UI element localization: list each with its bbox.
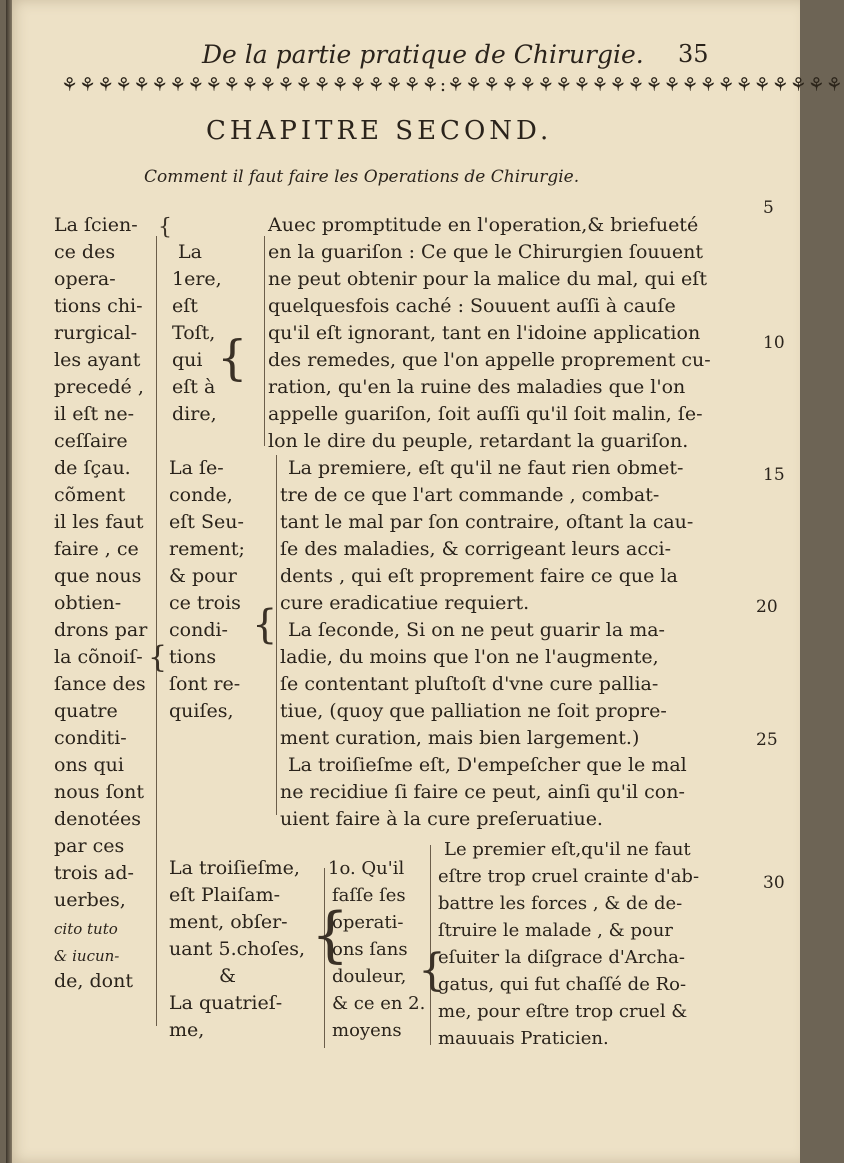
sub-a-line: & ce en 2. <box>332 993 426 1014</box>
col2-line: ſont re- <box>169 673 241 695</box>
margin-line: drons par <box>54 619 148 641</box>
brace: { <box>418 945 446 996</box>
col2-line: conde, <box>169 484 233 506</box>
margin-line: cõment <box>54 484 126 506</box>
line-number: 5 <box>763 198 774 218</box>
text-line: ne recidiue ſi faire ce peut, ainſi qu'il con- <box>280 781 685 803</box>
text-line: ment curation, mais bien largement.) <box>280 727 640 749</box>
col2-line: qui <box>172 349 203 371</box>
col2-line: tions <box>169 646 217 668</box>
text-line: ne peut obtenir pour la malice du mal, qui eſt <box>268 268 707 290</box>
margin-line: il les faut <box>54 511 144 533</box>
text-line: en la guariſon : Ce que le Chirurgien ſouuent <box>268 241 703 263</box>
margin-line: tions chi- <box>54 295 143 317</box>
ornamental-band: ⚘⚘⚘⚘⚘⚘⚘⚘⚘⚘⚘⚘⚘⚘⚘⚘⚘⚘⚘⚘⚘:⚘⚘⚘⚘⚘⚘⚘⚘⚘⚘⚘⚘⚘⚘⚘⚘⚘⚘⚘⚘⚘⚘ <box>61 74 844 96</box>
text-line: dents , qui eſt proprement faire ce que la <box>280 565 678 587</box>
text-line: appelle guariſon, ſoit auſſi qu'il ſoit malin, ſe- <box>268 403 703 425</box>
margin-line: de, dont <box>54 970 133 992</box>
sub-b-line: me, pour eſtre trop cruel & <box>438 1001 688 1022</box>
margin-line: La ſcien- <box>54 214 138 236</box>
column-rule <box>264 236 265 446</box>
col2-line: rement; <box>169 538 245 560</box>
col2-line: 1ere, <box>172 268 222 290</box>
sub-a-line: 1o. Qu'il <box>328 858 405 879</box>
margin-line: rurgical- <box>54 322 138 344</box>
sub-b-line: eſtre trop cruel crainte d'ab- <box>438 866 700 887</box>
margin-line: nous ſont <box>54 781 145 803</box>
margin-italic-line: cito tuto <box>54 920 118 938</box>
margin-line: ce des <box>54 241 116 263</box>
margin-line: il eſt ne- <box>54 403 135 425</box>
line-number: 30 <box>763 873 785 893</box>
margin-line: par ces <box>54 835 125 857</box>
running-head: De la partie pratique de Chirurgie. <box>202 40 644 69</box>
line-number: 20 <box>756 597 778 617</box>
margin-line: opera- <box>54 268 116 290</box>
sub-b-line: Le premier eſt,qu'il ne faut <box>444 839 691 860</box>
col2-line: ce trois <box>169 592 241 614</box>
text-line: La troiſieſme eſt, D'empeſcher que le mal <box>288 754 687 776</box>
margin-line: ons qui <box>54 754 124 776</box>
sub-a-line: douleur, <box>332 966 407 987</box>
sub-a-line: operati- <box>332 912 404 933</box>
margin-line: precedé , <box>54 376 144 398</box>
text-line: La ſeconde, Si on ne peut guarir la ma- <box>288 619 665 641</box>
margin-italic-line: & iucun- <box>54 947 120 965</box>
line-number: 10 <box>763 333 785 353</box>
col2-line: condi- <box>169 619 228 641</box>
col2-line: eſt Plaiſam- <box>169 884 281 906</box>
margin-line: trois ad- <box>54 862 134 884</box>
text-line: cure eradicatiue requiert. <box>280 592 530 614</box>
col2-line: & pour <box>169 565 237 587</box>
text-line: La premiere, eſt qu'il ne faut rien obmet- <box>288 457 684 479</box>
col2-line: La ſe- <box>169 457 224 479</box>
text-line: tiue, (quoy que palliation ne ſoit propre- <box>280 700 667 722</box>
text-line: ſe contentant pluſtoſt d'vne cure pallia- <box>280 673 659 695</box>
col2-line: La <box>178 241 202 263</box>
sub-a-line: moyens <box>332 1020 402 1041</box>
margin-line: que nous <box>54 565 142 587</box>
brace: { <box>217 330 248 386</box>
sub-b-line: eſuiter la diſgrace d'Archa- <box>438 947 685 968</box>
text-line: uient faire à la cure preſeruatiue. <box>280 808 603 830</box>
col2-line: La troiſieſme, <box>169 857 300 879</box>
col2-line: Toſt, <box>172 322 216 344</box>
col2-line: eſt Seu- <box>169 511 244 533</box>
sub-b-line: ſtruire le malade , & pour <box>438 920 673 941</box>
sub-a-line: ons ſans <box>332 939 408 960</box>
margin-line: denotées <box>54 808 141 830</box>
brace: { <box>311 900 350 970</box>
col2-line: eſt à <box>172 376 216 398</box>
chapter-subtitle: Comment il faut faire les Operations de Chirurgie. <box>144 167 580 187</box>
col2-line: ment, obſer- <box>169 911 288 933</box>
margin-line: uerbes, <box>54 889 126 911</box>
col2-line: quiſes, <box>169 700 234 722</box>
margin-line: quatre <box>54 700 118 722</box>
margin-line: faire , ce <box>54 538 139 560</box>
margin-line: la cõnoiſ- <box>54 646 143 668</box>
col2-line: uant 5.choſes, <box>169 938 305 960</box>
book-page <box>6 0 844 1163</box>
col2-line: me, <box>169 1019 205 1041</box>
text-line: ſe des maladies, & corrigeant leurs acci- <box>280 538 672 560</box>
text-line: lon le dire du peuple, retardant la guariſon. <box>268 430 689 452</box>
col2-line: La quatrieſ- <box>169 992 283 1014</box>
line-number: 15 <box>763 465 785 485</box>
brace: { <box>158 215 172 240</box>
text-line: ration, qu'en la ruine des maladies que l'on <box>268 376 686 398</box>
col2-line: & <box>219 965 236 987</box>
margin-line: de ſçau. <box>54 457 131 479</box>
column-rule <box>156 236 157 1026</box>
text-line: des remedes, que l'on appelle proprement cu- <box>268 349 711 371</box>
line-number: 25 <box>756 730 778 750</box>
text-line: tant le mal par ſon contraire, oſtant la cau- <box>280 511 694 533</box>
sub-b-line: gatus, qui fut chaſſé de Ro- <box>438 974 687 995</box>
margin-line: les ayant <box>54 349 141 371</box>
text-line: quelquesfois caché : Souuent auſſi à cauſe <box>268 295 676 317</box>
sub-a-line: faſſe ſes <box>332 885 406 906</box>
text-line: Auec promptitude en l'operation,& briefueté <box>268 214 699 236</box>
page-edge <box>6 0 12 1163</box>
margin-line: conditi- <box>54 727 127 749</box>
brace: { <box>252 602 278 648</box>
col2-line: eſt <box>172 295 198 317</box>
page-number: 35 <box>678 40 709 68</box>
chapter-title: CHAPITRE SECOND. <box>206 116 553 146</box>
text-line: tre de ce que l'art commande , combat- <box>280 484 660 506</box>
col2-line: dire, <box>172 403 217 425</box>
margin-line: obtien- <box>54 592 122 614</box>
brace: { <box>148 640 168 675</box>
margin-line: ſance des <box>54 673 146 695</box>
margin-line: ceſſaire <box>54 430 128 452</box>
sub-b-line: mauuais Praticien. <box>438 1028 609 1049</box>
sub-b-line: battre les forces , & de de- <box>438 893 683 914</box>
text-line: ladie, du moins que l'on ne l'augmente, <box>280 646 659 668</box>
text-line: qu'il eſt ignorant, tant en l'idoine application <box>268 322 701 344</box>
